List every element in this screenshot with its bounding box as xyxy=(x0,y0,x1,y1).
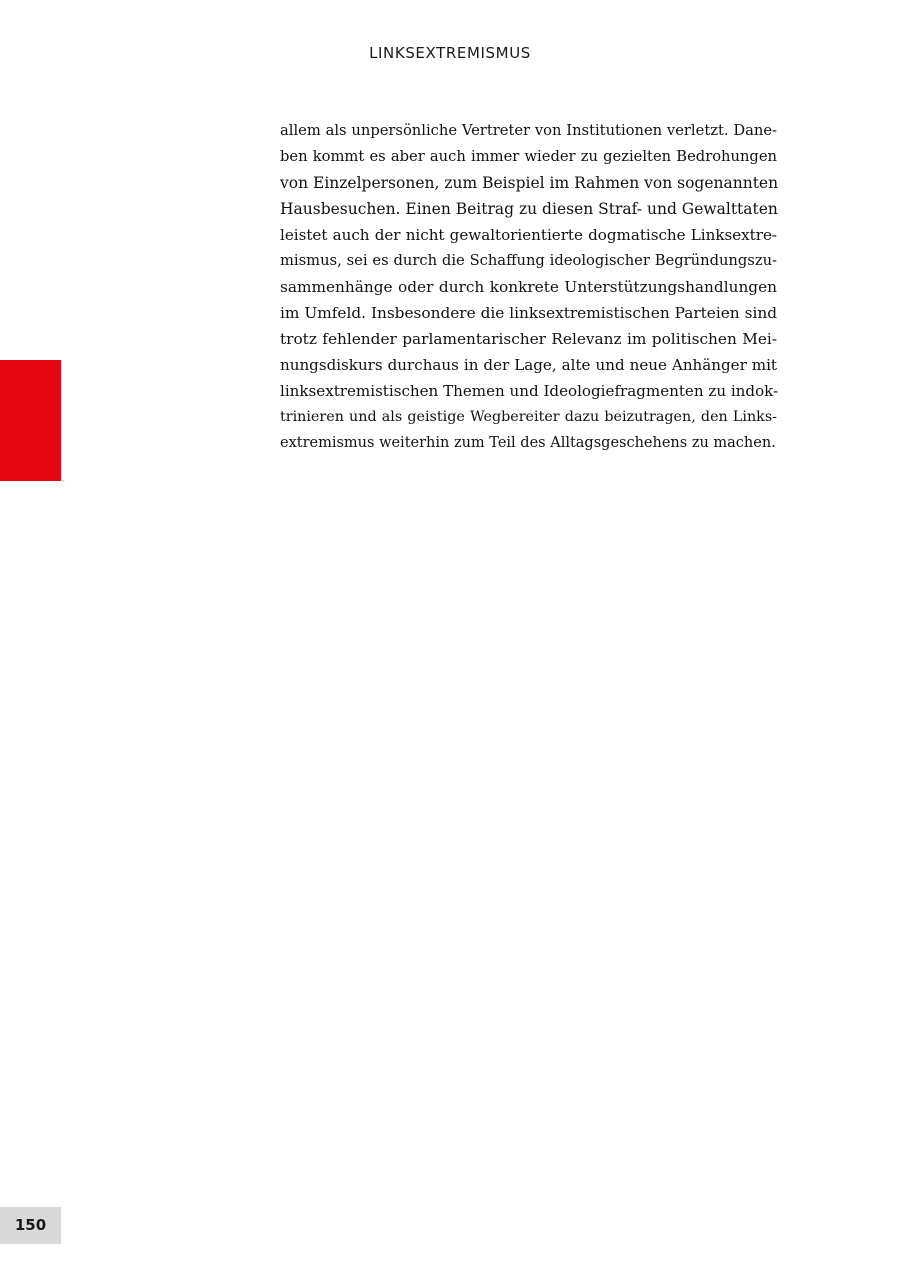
paragraph-line: mismus, sei es durch die Schaffung ideologischer Begründungszu- xyxy=(280,252,777,269)
paragraph-line: Hausbesuchen. Einen Beitrag zu diesen Straf- und Gewalttaten xyxy=(280,200,778,218)
body-paragraph xyxy=(280,118,777,456)
paragraph-line: trinieren und als geistige Wegbereiter dazu beizutragen, den Links- xyxy=(280,409,777,425)
paragraph-line: trotz fehlender parlamentarischer Relevanz im politischen Mei- xyxy=(280,330,777,348)
running-header: LINKSEXTREMISMUS xyxy=(369,44,531,62)
paragraph-line: ben kommt es aber auch immer wieder zu gezielten Bedrohungen xyxy=(280,148,777,165)
paragraph-line: linksextremistischen Themen und Ideologiefragmenten zu indok- xyxy=(280,382,779,400)
paragraph-line-last: extremismus weiterhin zum Teil des Alltagsgeschehens zu machen. xyxy=(280,435,776,451)
paragraph-line: im Umfeld. Insbesondere die linksextremistischen Parteien sind xyxy=(280,304,777,322)
page-number: 150 xyxy=(14,1216,47,1234)
paragraph-line: allem als unpersönliche Vertreter von Institutionen verletzt. Dane- xyxy=(280,122,777,139)
paragraph-line: von Einzelpersonen, zum Beispiel im Rahmen von sogenannten xyxy=(280,174,779,192)
chapter-marker-tab xyxy=(0,360,61,481)
paragraph-line: sammenhänge oder durch konkrete Unterstützungshandlungen xyxy=(280,278,777,296)
paragraph-line: nungsdiskurs durchaus in der Lage, alte und neue Anhänger mit xyxy=(280,356,777,374)
paragraph-line: leistet auch der nicht gewaltorientierte dogmatische Linksextre- xyxy=(280,226,777,244)
